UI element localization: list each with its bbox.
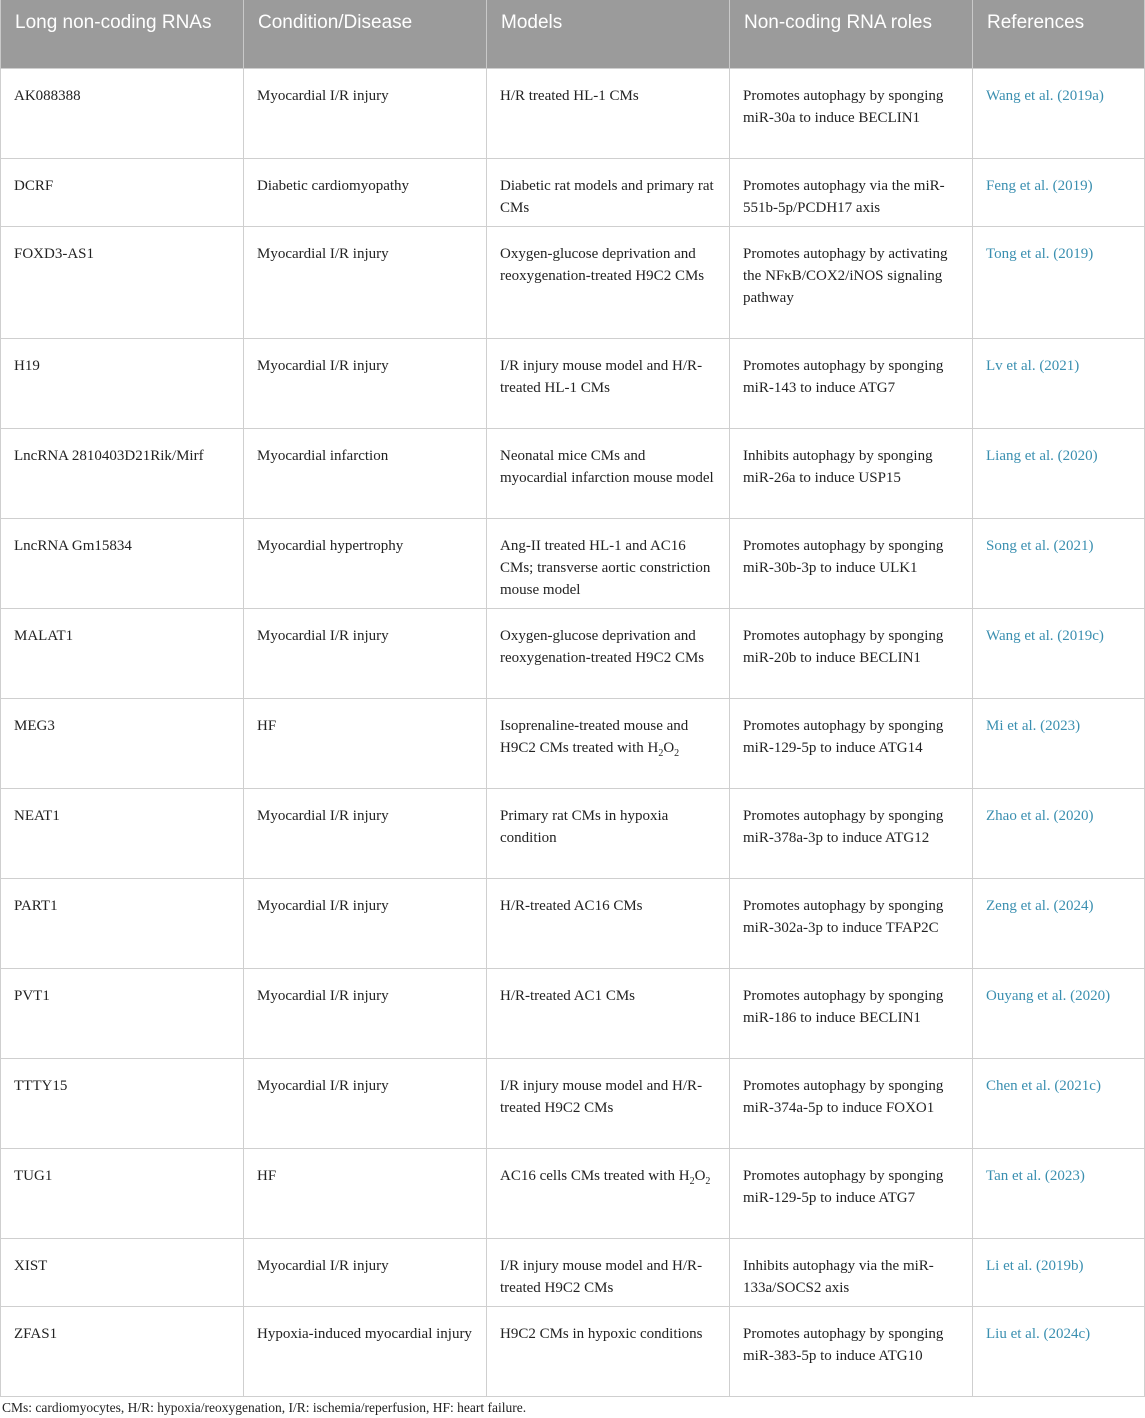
cell-models: H/R treated HL-1 CMs	[487, 69, 730, 159]
cell-lncrna: ZFAS1	[1, 1307, 244, 1397]
cell-role: Inhibits autophagy by sponging miR-26a to induce USP15	[730, 429, 973, 519]
cell-condition: Myocardial I/R injury	[244, 227, 487, 339]
cell-condition: Diabetic cardiomyopathy	[244, 159, 487, 227]
cell-models: I/R injury mouse model and H/R-treated H9C2 CMs	[487, 1239, 730, 1307]
cell-condition: Hypoxia-induced myocardial injury	[244, 1307, 487, 1397]
cell-role: Inhibits autophagy via the miR-133a/SOCS2 axis	[730, 1239, 973, 1307]
cell-role: Promotes autophagy by sponging miR-20b to induce BECLIN1	[730, 609, 973, 699]
table-row	[1, 1149, 1145, 1239]
reference-link[interactable]: Tan et al. (2023)	[973, 1149, 1145, 1239]
cell-role: Promotes autophagy by sponging miR-129-5p to induce ATG14	[730, 699, 973, 789]
table-row	[1, 69, 1145, 159]
cell-lncrna: PVT1	[1, 969, 244, 1059]
cell-role: Promotes autophagy via the miR-551b-5p/PCDH17 axis	[730, 159, 973, 227]
cell-role: Promotes autophagy by sponging miR-30b-3p to induce ULK1	[730, 519, 973, 609]
reference-link[interactable]: Liang et al. (2020)	[973, 429, 1145, 519]
cell-lncrna: LncRNA 2810403D21Rik/Mirf	[1, 429, 244, 519]
cell-condition: Myocardial I/R injury	[244, 789, 487, 879]
header-references: References	[973, 0, 1145, 69]
cell-models: Isoprenaline-treated mouse and H9C2 CMs treated with $H_2O_2$	[487, 699, 730, 789]
cell-lncrna: XIST	[1, 1239, 244, 1307]
cell-lncrna: TUG1	[1, 1149, 244, 1239]
cell-role: Promotes autophagy by sponging miR-30a to induce BECLIN1	[730, 69, 973, 159]
cell-lncrna: FOXD3-AS1	[1, 227, 244, 339]
cell-models: I/R injury mouse model and H/R-treated H9C2 CMs	[487, 1059, 730, 1149]
cell-condition: Myocardial I/R injury	[244, 879, 487, 969]
table-row	[1, 699, 1145, 789]
cell-lncrna: PART1	[1, 879, 244, 969]
cell-models: Oxygen-glucose deprivation and reoxygenation-treated H9C2 CMs	[487, 227, 730, 339]
cell-lncrna: LncRNA Gm15834	[1, 519, 244, 609]
cell-condition: Myocardial infarction	[244, 429, 487, 519]
cell-lncrna: DCRF	[1, 159, 244, 227]
table-row	[1, 227, 1145, 339]
cell-lncrna: AK088388	[1, 69, 244, 159]
cell-models: H/R-treated AC1 CMs	[487, 969, 730, 1059]
header-models: Models	[487, 0, 730, 69]
table-row	[1, 339, 1145, 429]
cell-role: Promotes autophagy by sponging miR-302a-3p to induce TFAP2C	[730, 879, 973, 969]
table-row	[1, 1307, 1145, 1397]
cell-role: Promotes autophagy by sponging miR-374a-5p to induce FOXO1	[730, 1059, 973, 1149]
cell-role: Promotes autophagy by activating the NFκB/COX2/iNOS signaling pathway	[730, 227, 973, 339]
reference-link[interactable]: Mi et al. (2023)	[973, 699, 1145, 789]
cell-lncrna: MALAT1	[1, 609, 244, 699]
reference-link[interactable]: Ouyang et al. (2020)	[973, 969, 1145, 1059]
table-row	[1, 879, 1145, 969]
table-row	[1, 159, 1145, 227]
cell-condition: Myocardial I/R injury	[244, 1239, 487, 1307]
cell-condition: HF	[244, 699, 487, 789]
cell-models: Oxygen-glucose deprivation and reoxygenation-treated H9C2 CMs	[487, 609, 730, 699]
table-row	[1, 609, 1145, 699]
header-condition: Condition/Disease	[244, 0, 487, 69]
cell-role: Promotes autophagy by sponging miR-143 to induce ATG7	[730, 339, 973, 429]
cell-role: Promotes autophagy by sponging miR-383-5p to induce ATG10	[730, 1307, 973, 1397]
cell-models: H/R-treated AC16 CMs	[487, 879, 730, 969]
reference-link[interactable]: Lv et al. (2021)	[973, 339, 1145, 429]
cell-condition: Myocardial hypertrophy	[244, 519, 487, 609]
cell-role: Promotes autophagy by sponging miR-186 to induce BECLIN1	[730, 969, 973, 1059]
reference-link[interactable]: Song et al. (2021)	[973, 519, 1145, 609]
table-row	[1, 519, 1145, 609]
cell-models: AC16 cells CMs treated with $H_2O_2$	[487, 1149, 730, 1239]
cell-lncrna: MEG3	[1, 699, 244, 789]
table-row	[1, 789, 1145, 879]
cell-models: H9C2 CMs in hypoxic conditions	[487, 1307, 730, 1397]
table-row	[1, 429, 1145, 519]
reference-link[interactable]: Zeng et al. (2024)	[973, 879, 1145, 969]
reference-link[interactable]: Li et al. (2019b)	[973, 1239, 1145, 1307]
reference-link[interactable]: Zhao et al. (2020)	[973, 789, 1145, 879]
reference-link[interactable]: Liu et al. (2024c)	[973, 1307, 1145, 1397]
header-row	[1, 0, 1145, 69]
cell-role: Promotes autophagy by sponging miR-378a-3p to induce ATG12	[730, 789, 973, 879]
table-row	[1, 1239, 1145, 1307]
cell-lncrna: NEAT1	[1, 789, 244, 879]
cell-condition: Myocardial I/R injury	[244, 969, 487, 1059]
header-roles: Non-coding RNA roles	[730, 0, 973, 69]
cell-models: Diabetic rat models and primary rat CMs	[487, 159, 730, 227]
cell-condition: HF	[244, 1149, 487, 1239]
reference-link[interactable]: Wang et al. (2019c)	[973, 609, 1145, 699]
cell-models: I/R injury mouse model and H/R-treated HL-1 CMs	[487, 339, 730, 429]
table-footnote: CMs: cardiomyocytes, H/R: hypoxia/reoxygenation, I/R: ischemia/reperfusion, HF: heart failure.	[2, 1400, 527, 1415]
cell-models: Ang-II treated HL-1 and AC16 CMs; transverse aortic constriction mouse model	[487, 519, 730, 609]
reference-link[interactable]: Feng et al. (2019)	[973, 159, 1145, 227]
reference-link[interactable]: Wang et al. (2019a)	[973, 69, 1145, 159]
cell-condition: Myocardial I/R injury	[244, 609, 487, 699]
cell-condition: Myocardial I/R injury	[244, 69, 487, 159]
cell-models: Neonatal mice CMs and myocardial infarction mouse model	[487, 429, 730, 519]
cell-condition: Myocardial I/R injury	[244, 339, 487, 429]
table-row	[1, 1059, 1145, 1149]
cell-models: Primary rat CMs in hypoxia condition	[487, 789, 730, 879]
cell-lncrna: H19	[1, 339, 244, 429]
header-lncrna: Long non-coding RNAs	[1, 0, 244, 69]
table-row	[1, 969, 1145, 1059]
reference-link[interactable]: Chen et al. (2021c)	[973, 1059, 1145, 1149]
cell-role: Promotes autophagy by sponging miR-129-5p to induce ATG7	[730, 1149, 973, 1239]
cell-lncrna: TTTY15	[1, 1059, 244, 1149]
reference-link[interactable]: Tong et al. (2019)	[973, 227, 1145, 339]
cell-condition: Myocardial I/R injury	[244, 1059, 487, 1149]
